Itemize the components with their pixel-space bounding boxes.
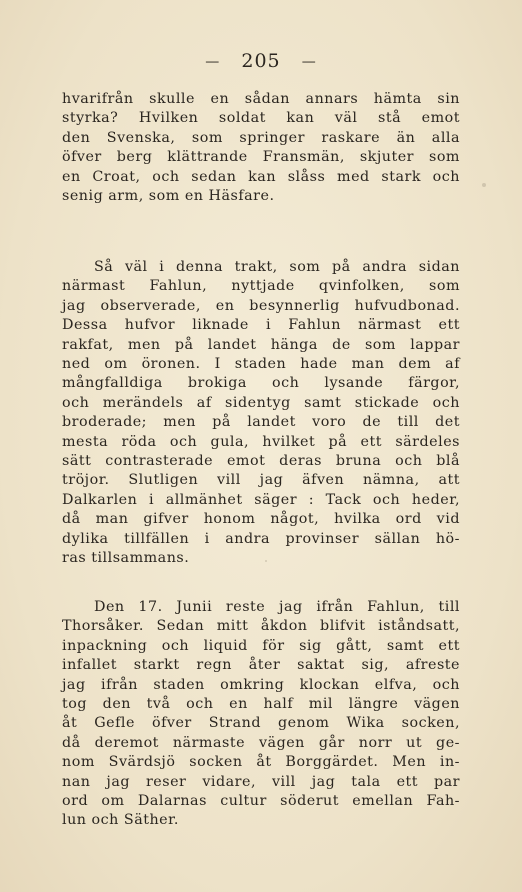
- text-line: sätt contrasterade emot deras bruna och blå: [62, 453, 460, 470]
- paragraph-3: [62, 598, 460, 831]
- text-line: Så väl i denna trakt, som på andra sidan: [94, 259, 460, 275]
- text-line: närmast Fahlun, nyttjade qvinfolken, som: [62, 278, 460, 295]
- text-line: ned om öronen. I staden hade man dem af: [62, 356, 460, 373]
- text-line: ras tillsammans.: [62, 550, 190, 567]
- text-line: öfver berg klättrande Fransmän, skjuter som: [62, 149, 460, 166]
- header-dash-right: —: [301, 54, 317, 70]
- text-line: Dessa hufvor liknade i Fahlun närmast ett: [62, 317, 460, 334]
- text-line: mångfalldiga brokiga och lysande färgor,: [62, 375, 460, 392]
- text-line: jag ifrån staden omkring klockan elfva, och: [62, 676, 460, 693]
- text-line: hvarifrån skulle en sådan annars hämta sin: [62, 91, 460, 107]
- text-line: tröjor. Slutligen vill jag äfven nämna, att: [62, 472, 460, 489]
- paper-spot: [482, 183, 486, 187]
- text-line: senig arm, som en Häsfare.: [62, 188, 275, 205]
- text-line: inpackning och liquid för sig gått, samt ett: [62, 637, 460, 654]
- text-line: lun och Säther.: [62, 812, 179, 829]
- text-line: infallet starkt regn åter saktat sig, afreste: [62, 657, 460, 674]
- text-line: tog den två och en half mil längre vägen: [62, 696, 460, 713]
- text-line: nom Svärdsjö socken åt Borggärdet. Men in-: [62, 754, 460, 771]
- text-line: broderade; men på landet voro de till det: [62, 414, 460, 431]
- text-line: jag observerade, en besynnerlig hufvudbonad.: [62, 297, 460, 314]
- text-line: åt Gefle öfver Strand genom Wika socken,: [62, 715, 460, 732]
- text-line: då man gifver honom något, hvilka ord vid: [62, 511, 460, 528]
- page-header: [0, 50, 522, 72]
- text-line: nan jag reser vidare, vill jag tala ett par: [62, 773, 460, 790]
- text-line: styrka? Hvilken soldat kan väl stå emot: [62, 110, 460, 127]
- text-line: den Svenska, som springer raskare än alla: [62, 129, 460, 146]
- text-line: Dalkarlen i allmänhet säger : Tack och heder,: [62, 491, 460, 508]
- paragraph-2: [62, 258, 460, 569]
- text-line: Den 17. Junii reste jag ifrån Fahlun, till: [94, 599, 460, 615]
- text-line: dylika tillfällen i andra provinser sällan hö-: [62, 530, 460, 547]
- text-line: Thorsåker. Sedan mitt åkdon blifvit iståndsatt,: [62, 618, 460, 635]
- text-line: och merändels af sidentyg samt stickade och: [62, 394, 460, 411]
- text-line: en Croat, och sedan kan slåss med stark och: [62, 168, 460, 185]
- paper-spot: [265, 560, 267, 562]
- page-number: 205: [241, 50, 281, 72]
- text-line: mesta röda och gula, hvilket på ett särdeles: [62, 433, 460, 450]
- text-line: ord om Dalarnas cultur söderut emellan Fah-: [62, 793, 460, 810]
- paragraph-1: [62, 90, 460, 206]
- text-line: rakfat, men på landet hänga de som lappar: [62, 336, 460, 353]
- text-line: då deremot närmaste vägen går norr ut ge-: [62, 734, 460, 751]
- header-dash-left: —: [205, 54, 221, 70]
